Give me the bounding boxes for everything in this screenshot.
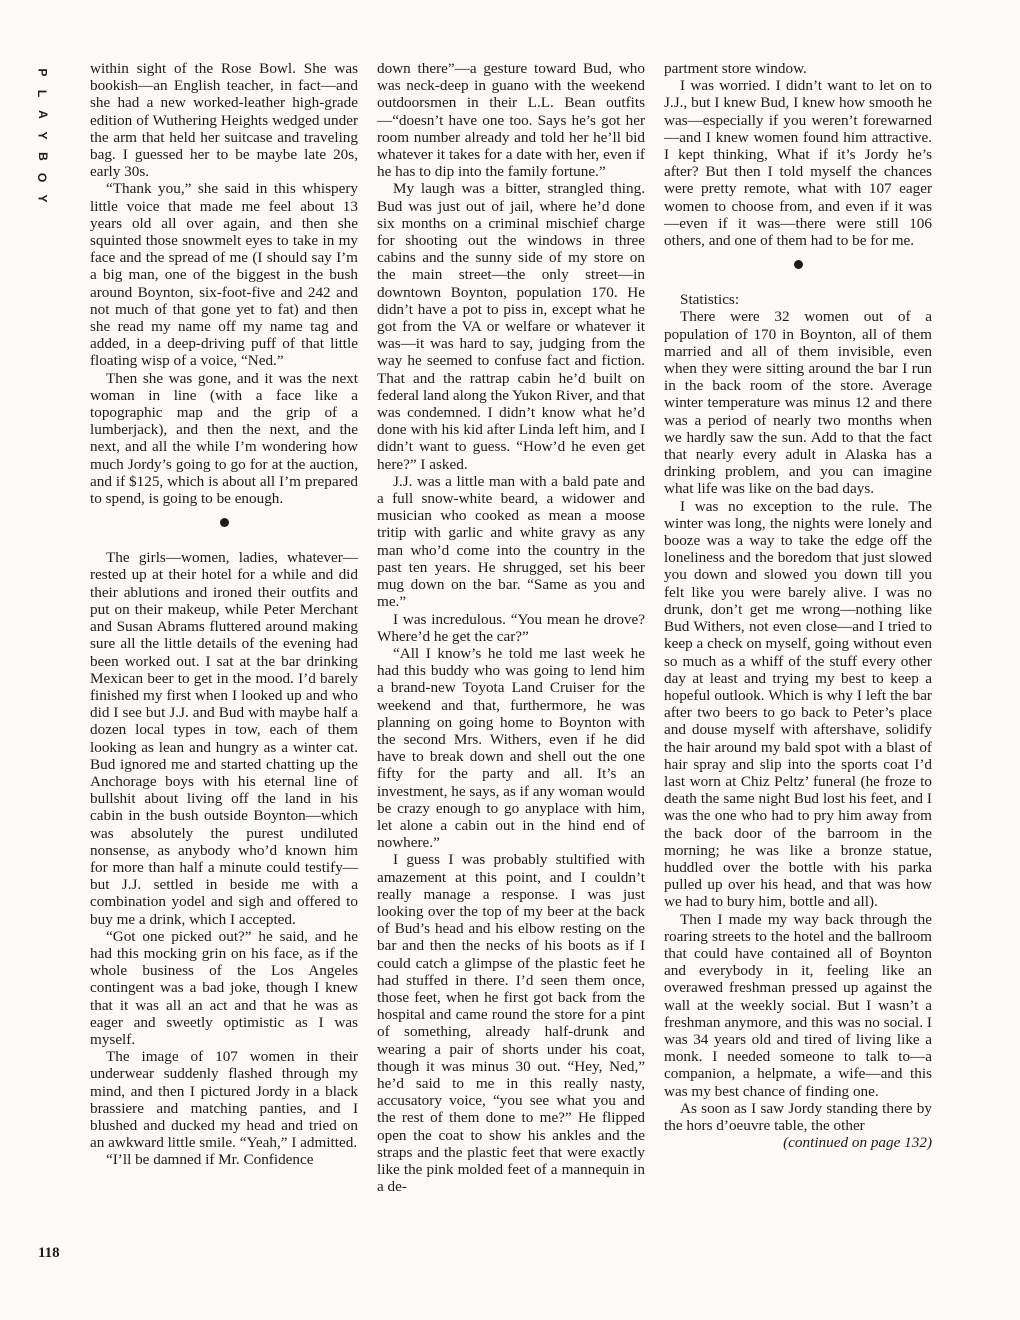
page-number: 118 [38, 1245, 60, 1261]
paragraph: I guess I was probably stultified with amazement at this point, and I couldn’t really manage a response. I was just looking over the top of my beer at the back of Bud’s head and his elbow resting on the bar and then the necks of his boots as if I could catch a glimpse of the plastic feet he had stuffed in there. I’d seen them once, those feet, when he first got back from the hospital and came round the store for a pint of something, already half-drunk and wearing a pair of shorts under his coat, though it was minus 30 out. “Hey, Ned,” he’d said to me in this really nasty, accusatory voice, “you see what you and the rest of them done to me?” He flipped open the coat to show his ankles and the straps and the plastic feet that were exactly like the pink molded feet of a mannequin in a de- [377, 851, 645, 1196]
magazine-name-vertical [30, 62, 54, 209]
rail-letter: O [35, 172, 50, 183]
rail-letter: A [35, 110, 50, 119]
paragraph: “Thank you,” she said in this whispery little voice that made me feel about 13 years old all over again, and then she squinted those snowmelt eyes to take in my face and the spread of me (I should say I’m a big man, one of the biggest in the bush around Boynton, six-foot-five and 242 and not much of that gone yet to fat) and then she read my name off my name tag and added, in a deep-driving puff of that little floating wisp of a voice, “Ned.” [90, 180, 358, 370]
paragraph: within sight of the Rose Bowl. She was bookish—an English teacher, in fact—and she had a new worked-leather high-grade edition of Wuthering Heights wedged under the arm that held her suitcase and traveling bag. I guessed her to be maybe late 20s, early 30s. [90, 60, 358, 181]
paragraph: partment store window. [664, 60, 807, 77]
rail-letter: P [35, 68, 50, 77]
paragraph: down there”—a gesture toward Bud, who was neck-deep in guano with the weekend outdoorsmen in their L.L. Bean outfits—“doesn’t have one too. Says he’s got her room number already and told her he’ll bid whatever it takes for a date with her, even if he has to dip into the family fortune.” [377, 60, 645, 181]
paragraph: “All I know’s he told me last week he had this buddy who was going to lend him a brand-new Toyota Land Cruiser for the weekend and that, furthermore, he was planning on going home to Boynton with the second Mrs. Withers, even if he did have to break down and shell out the one fifty for the party and all. It’s an investment, he says, as if any woman would be crazy enough to go anyplace with him, let alone a cabin out in the hind end of nowhere.” [377, 644, 645, 852]
section-break-dot [220, 518, 229, 527]
paragraph: Then she was gone, and it was the next woman in line (with a face like a topographic map and the grip of a lumberjack), and then the next, and the next, and all the while I’m wondering how much Jordy’s going to go for at the auction, and if $125, which is about all I’m prepared to spend, is going to be enough. [90, 369, 358, 508]
paragraph: The girls—women, ladies, whatever—rested up at their hotel for a while and did their ablutions and ironed their outfits and put on their makeup, while Peter Merchant and Susan Abrams fluttered around making sure all the little details of the evening had been worked out. I sat at the bar drinking Mexican beer to get in the mood. I’d barely finished my first when I looked up and who did I see but J.J. and Bud with maybe half a dozen local types in tow, each of them looking as lean and hungry as a winter cat. Bud ignored me and started chatting up the Anchorage boys with his eternal line of bullshit about living off the land in his cabin in the bush outside Boynton—which was absolutely the purest undiluted nonsense, as anybody who’d known him for more than half a minute could testify—but J.J. settled in beside me with a combination yodel and sigh and offered to buy me a drink, which I accepted. [90, 549, 358, 928]
rail-letter: L [35, 89, 50, 98]
paragraph: I was incredulous. “You mean he drove? Where’d he get the car?” [377, 610, 645, 645]
paragraph: As soon as I saw Jordy standing there by the hors d’oeuvre table, the other [664, 1099, 932, 1134]
paragraph: J.J. was a little man with a bald pate and a full snow-white beard, a widower and musician who cooked as mean a moose tritip with garlic and white gravy as any man who’d come into the country in the past ten years. He shrugged, set his beer mug down on the bar. “Same as you and me.” [377, 472, 645, 611]
paragraph: The image of 107 women in their underwear suddenly flashed through my mind, and then I pictured Jordy in a black brassiere and matching panties, and I blushed and ducked my head and tried on an awkward little smile. “Yeah,” I admitted. [90, 1048, 358, 1152]
paragraph: “I’ll be damned if Mr. Confidence [106, 1151, 314, 1169]
text-column-1 [90, 60, 358, 1169]
rail-letter: Y [35, 131, 50, 140]
section-break-dot [794, 260, 803, 269]
rail-letter: Y [35, 194, 50, 203]
text-column-3 [664, 60, 932, 1151]
paragraph: “Got one picked out?” he said, and he had this mocking grin on his face, as if the whole business of the Los Angeles contingent was a bad joke, though I knew that it was all an act and that he was as eager and sweetly optimistic as I was myself. [90, 927, 358, 1048]
rail-letter: B [35, 152, 50, 161]
text-column-2 [377, 60, 645, 1195]
paragraph: My laugh was a bitter, strangled thing. Bud was just out of jail, where he’d done six months on a criminal mischief charge for shooting out the windows in three cabins and the sunny side of my store on the main street—the only street—in downtown Boynton, population 170. He didn’t have a pot to piss in, except what he got from the VA or welfare or whatever it was—it was hard to say, judging from the way he seemed to confuse fact and fiction. That and the rattrap cabin he’d built on federal land along the Yukon River, and that was condemned. I didn’t know what he’d done with his kid after Linda left him, and I didn’t want to guess. “How’d he even get here?” I asked. [377, 180, 645, 473]
paragraph: There were 32 women out of a population of 170 in Boynton, all of them married and all of them invisible, even when they were sitting around the bar I run in the back room of the store. Average winter temperature was minus 12 and there was a period of nearly two months when we hardly saw the sun. Add to that the fact that nearly every adult in Alaska has a drinking problem, and you can imagine what life was like on the bad days. [664, 308, 932, 498]
paragraph: I was worried. I didn’t want to let on to J.J., but I knew Bud, I knew how smooth he was—especially if you weren’t forewarned—and I knew women found him attractive. I kept thinking, What if it’s Jordy he’s after? But then I told myself the chances were pretty remote, what with 107 eager women to choose from, and even if it was—even if it was—there were still 106 others, and one of them had to be for me. [664, 77, 932, 250]
paragraph: I was no exception to the rule. The winter was long, the nights were lonely and booze was a way to take the edge off the loneliness and the boredom that just slowed you down and slowed you down till you felt like you were barely alive. I was no drunk, don’t get me wrong—nothing like Bud Withers, not even close—and I tried to keep a check on myself, going without even so much as a whiff of the stuff every other day at least and trying my best to keep a hopeful outlook. Which is why I left the bar after two beers to go back to Peter’s place and douse myself with aftershave, solidify the hair around my bald spot with a blast of hair spray and slip into the sports coat I’d last worn at Chiz Peltz’ funeral (he froze to death the same night Bud lost his feet, and I was the one who had to pry him away from the back door of the barroom in the morning; he was like a bronze statue, huddled over the bottle with his parka pulled up over his head, and that was how we had to bury him, bottle and all). [664, 497, 932, 911]
paragraph: Then I made my way back through the roaring streets to the hotel and the ballroom that could have contained all of Boynton and everybody in it, feeling like an overawed freshman pressed up against the wall at the weekly social. But I wasn’t a freshman anymore, and this was no social. I was 34 years old and tired of living like a monk. I needed someone to talk to—a companion, a helpmate, a wife—and this was my best chance of finding one. [664, 910, 932, 1100]
paragraph: Statistics: [680, 291, 740, 309]
continued-note: (continued on page 132) [783, 1134, 932, 1152]
